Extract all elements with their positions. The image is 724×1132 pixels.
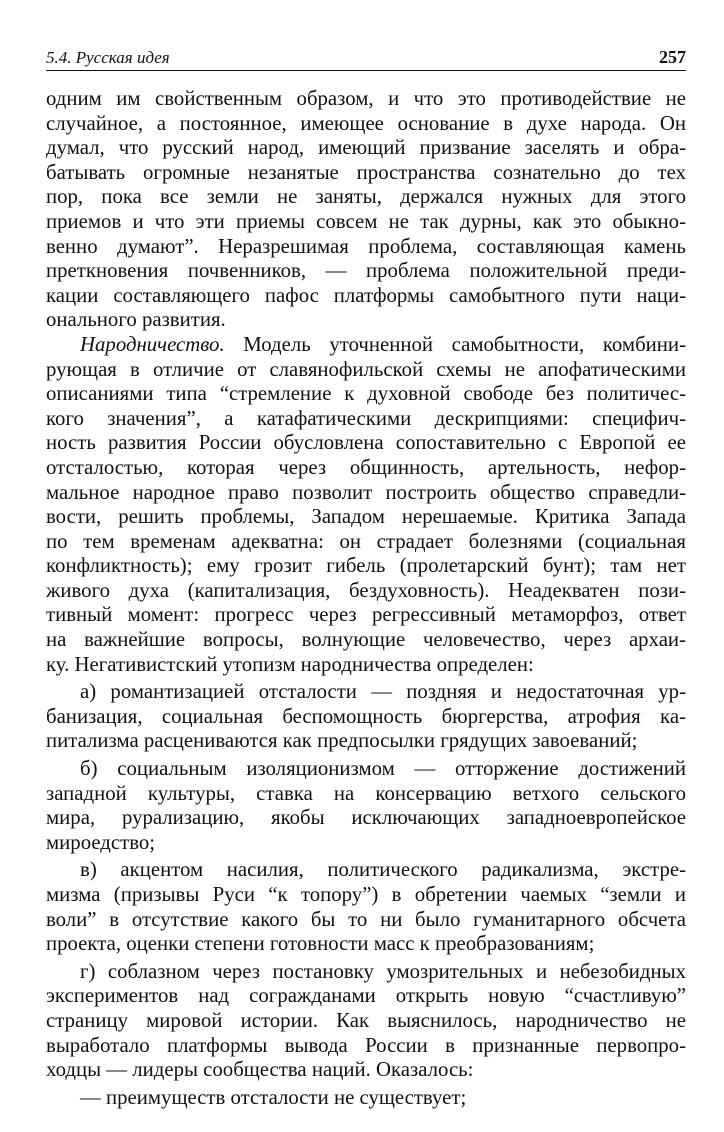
text-line: ходцы — лидеры сообщества наций. Оказалось: [46,1058,474,1082]
list-item-b: б) социальным изоляционизмом — отторжение достижений [80,757,686,781]
text-line: кого значения”, а катафатическими дескрипциями: специфич- [46,406,686,430]
paragraph-lead-line [46,333,686,358]
text-line: выработало платформы вывода России в признанные первопро- [46,1033,686,1057]
text-line: пор, пока все земли не заняты, держался нужных для этого [46,185,686,209]
text-line: мироедство; [46,830,156,854]
text-line: ку. Негативистский утопизм народничества определен: [46,652,534,676]
text-line: Модель уточненной самобытности, комбини- [243,332,686,356]
text-line: отсталостью, которая через общинность, артельность, нефор- [46,455,686,479]
text-line: воли” в отсутствие какого бы то ни было гуманитарного обсчета [46,907,686,931]
dash-item: — преимуществ отсталости не существует; [80,1085,467,1109]
text-line: конфликтность); ему грозит гибель (пролетарский бунт); там нет [46,554,686,578]
text-line: думал, что русский народ, имеющий призвание заселять и обра- [46,136,686,160]
italic-lead: Народничество. [80,332,225,356]
text-line: питализма расцениваются как предпосылки грядущих завоеваний; [46,729,638,753]
text-line: проекта, оценки степени готовности масс к преобразованиям; [46,932,595,956]
body-text [46,87,686,1110]
text-line: мизма (призывы Руси “к топору”) в обретении чаемых “земли и [46,883,686,906]
text-line: на важнейшие вопросы, волнующие человечество, через архаи- [46,628,686,652]
list-item-a: а) романтизацией отсталости — поздняя и недостаточная ур- [80,680,686,704]
text-line: страницу мировой истории. Как выяснилось, народничество не [46,1008,686,1032]
text-line: тивный момент: прогресс через регрессивный метаморфоз, ответ [46,603,686,627]
text-line: преткновения почвенников, — проблема положительной преди- [46,259,686,283]
text-line: по тем временам адекватна: он страдает болезнями (социальная [46,529,686,553]
section-title: 5.4. Русская идея [46,48,170,67]
text-line: западной культуры, ставка на консервацию ветхого сельского [46,781,686,805]
text-line: онального развития. [46,308,226,332]
list-item-d: г) соблазном через постановку умозрительных и небезобидных [80,959,686,983]
text-line: рующая в отличие от славянофильской схемы не апофатическими [46,357,686,381]
text-line: описаниями типа “стремление к духовной свободе без политичес- [46,382,686,406]
text-line: венно думают”. Неразрешимая проблема, составляющая камень [46,234,686,258]
text-line: живого духа (капитализация, бездуховность). Неадекватен пози- [46,578,686,602]
text-line: вости, решить проблемы, Западом нерешаемые. Критика Запада [46,505,686,529]
text-line: кации составляющего пафос платформы самобытного пути наци- [46,283,686,307]
text-line: мира, рурализацию, якобы исключающих западноевропейское [46,806,686,830]
page-number: 257 [659,47,686,67]
running-head [46,42,686,71]
text-line: банизация, социальная беспомощность бюргерства, атрофия ка- [46,704,686,728]
text-line: батывать огромные незанятые пространства сознательно до тех [46,160,686,184]
text-line: экспериментов над согражданами открыть новую “счастливую” [46,984,686,1008]
book-page [46,42,686,1110]
text-line: одним им свойственным образом, и что это противодействие не [46,87,686,110]
text-line: случайное, а постоянное, имеющее основание в духе народа. Он [46,111,686,135]
list-item-c: в) акцентом насилия, политического радикализма, экстре- [80,858,686,882]
text-line: мальное народное право позволит построить общество справедли- [46,480,686,504]
text-line: приемов и что эти приемы совсем не так дурны, как это обыкно- [46,209,686,233]
text-line: ность развития России обусловлена сопоставительно с Европой ее [46,431,686,455]
